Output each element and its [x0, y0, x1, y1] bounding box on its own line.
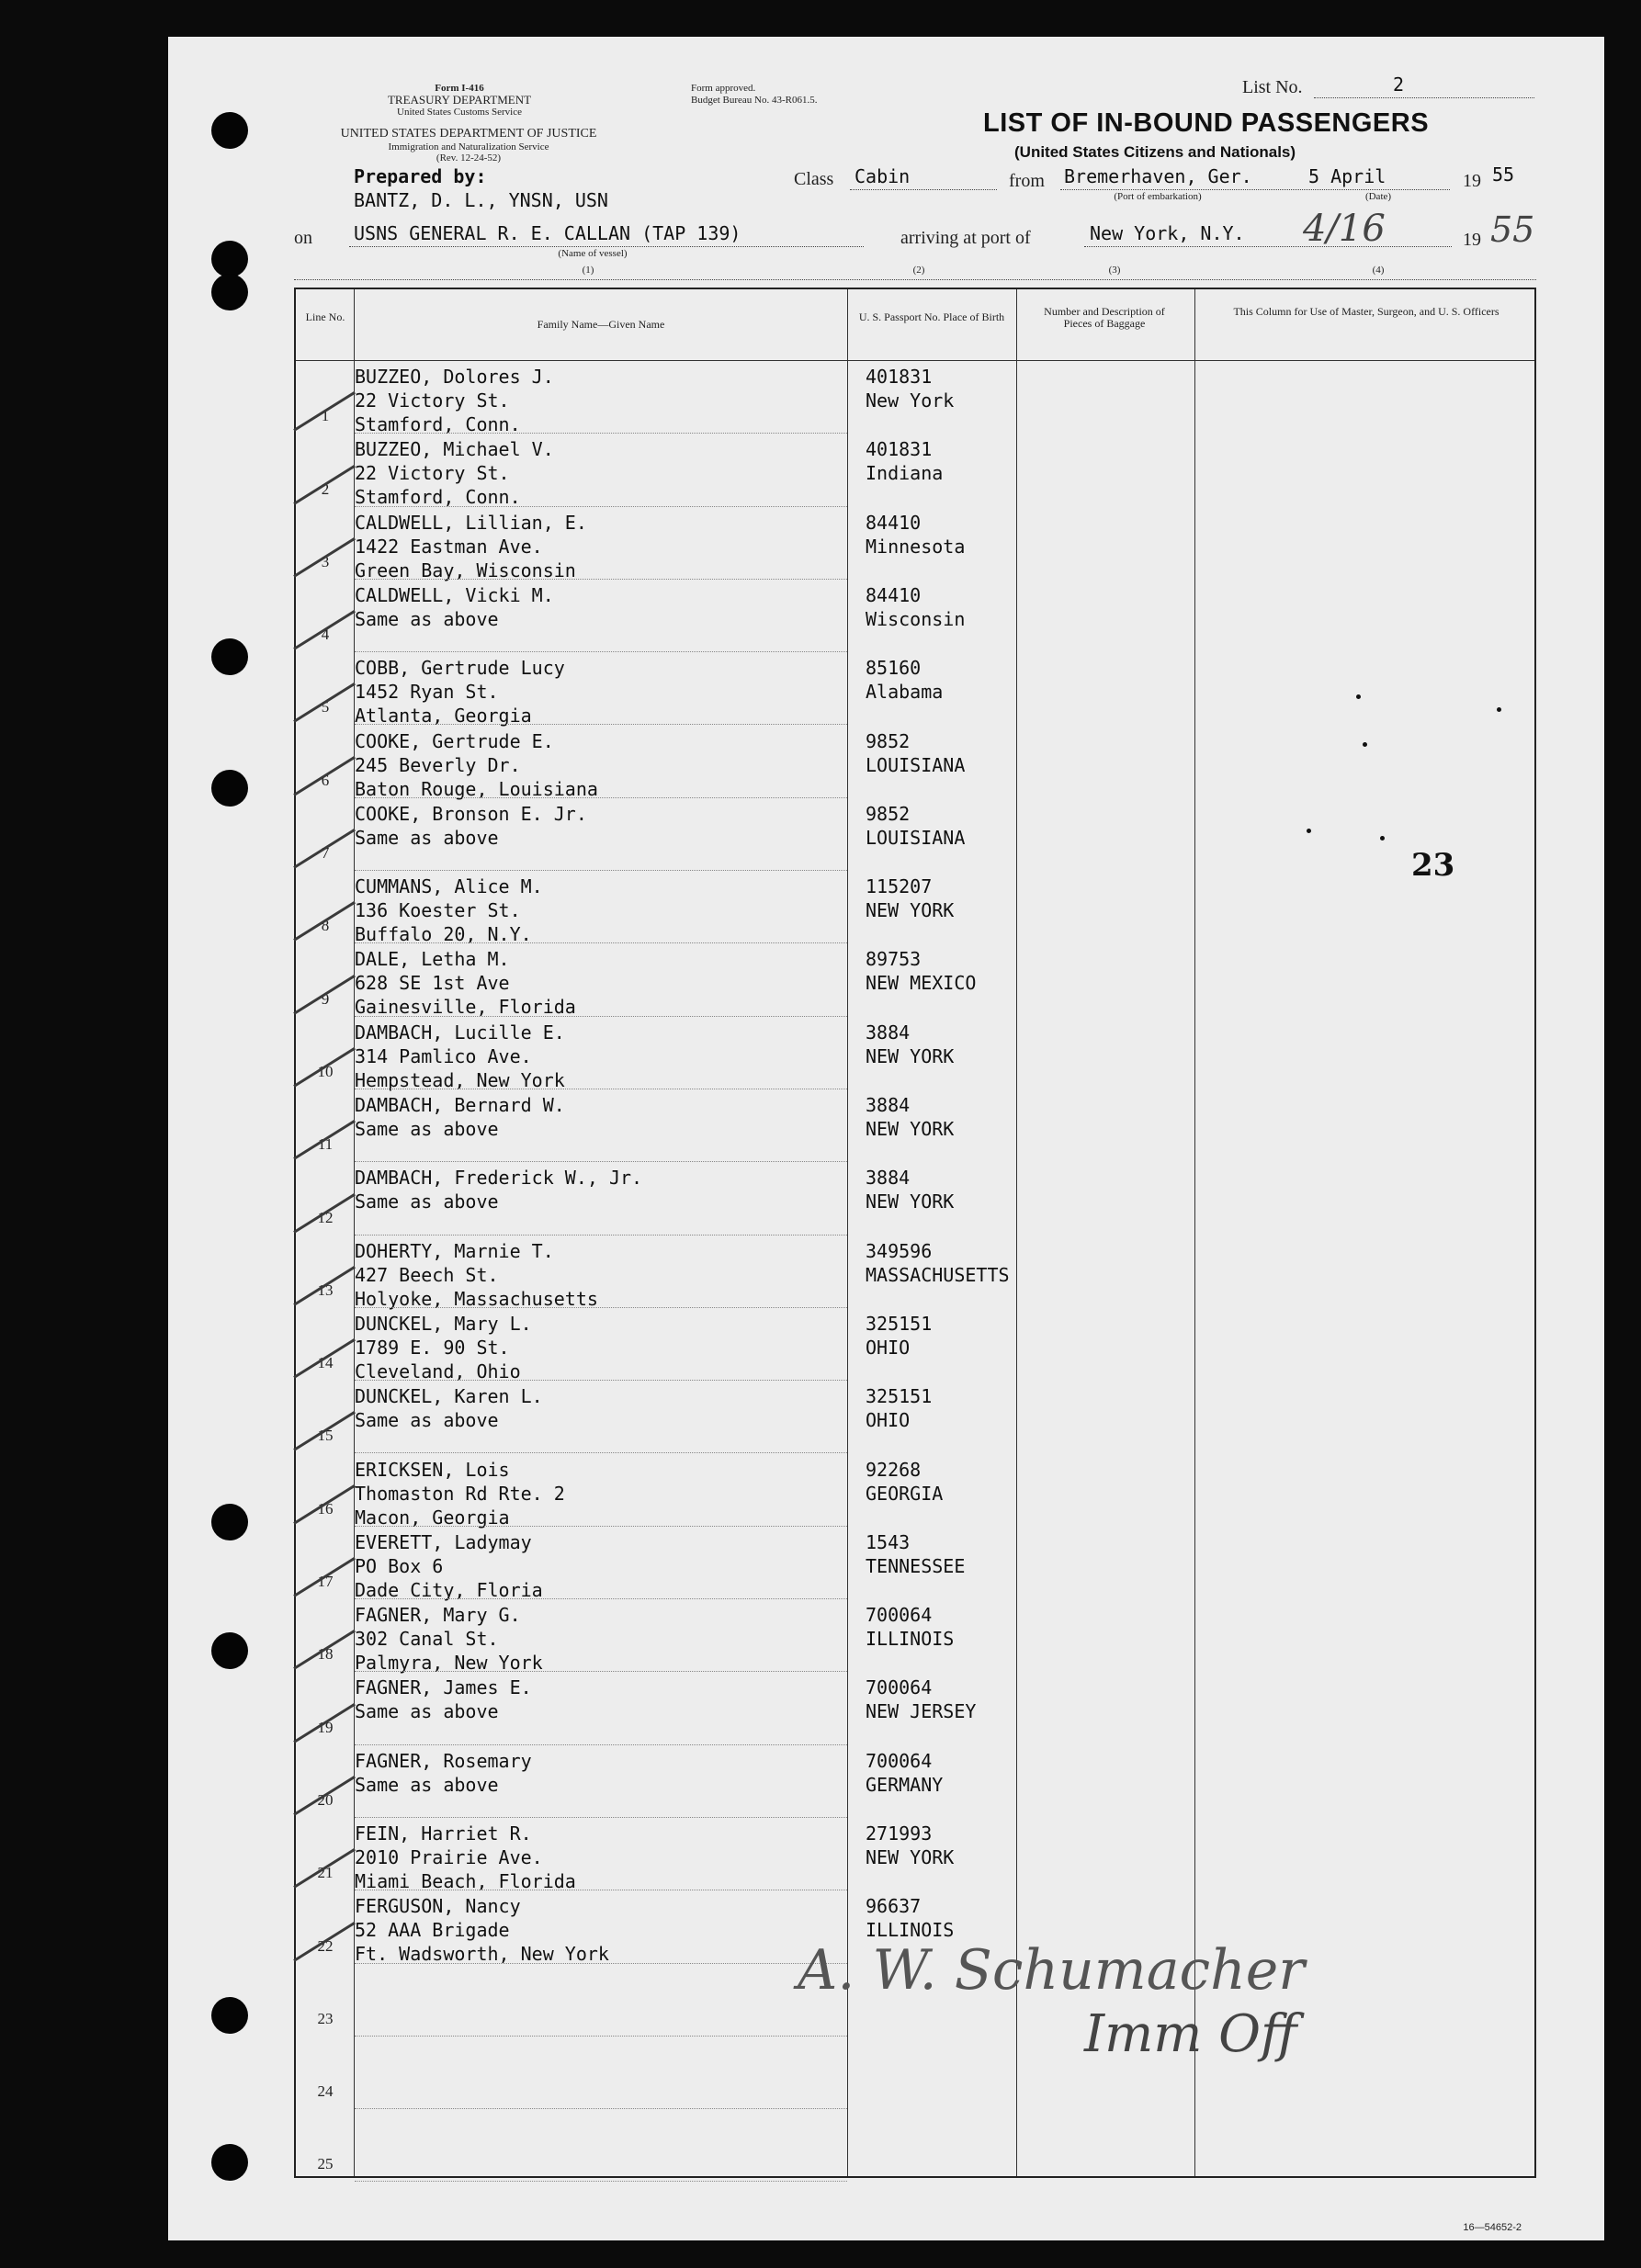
caption-port: (Port of embarkation): [1114, 191, 1202, 202]
line-number: 5: [321, 698, 330, 717]
passenger-address: PO Box 6: [355, 1554, 444, 1577]
line-number: 15: [317, 1427, 334, 1445]
line-number: 23: [317, 2009, 334, 2027]
passport-number: 325151: [866, 1312, 933, 1335]
passport-number: 9852: [866, 802, 911, 825]
place-of-birth: New York: [866, 389, 955, 412]
binder-hole: [211, 770, 248, 807]
line-number: 10: [317, 1062, 334, 1080]
passport-number: 96637: [866, 1895, 922, 1918]
customs-service: United States Customs Service: [397, 107, 522, 118]
table-row: [296, 799, 1534, 872]
line-number: 9: [321, 989, 330, 1008]
place-of-birth: ILLINOIS: [866, 1628, 955, 1651]
embarkation-line: [1060, 189, 1450, 190]
arrival-year-handwritten: 55: [1490, 209, 1535, 250]
row-divider: [355, 1235, 847, 1236]
place-of-birth: NEW YORK: [866, 899, 955, 922]
year-prefix: 19: [1463, 171, 1481, 191]
line-number: 24: [317, 2082, 334, 2101]
passenger-address: Stamford, Conn.: [355, 486, 521, 509]
passenger-name: DAMBACH, Bernard W.: [355, 1094, 565, 1116]
place-of-birth: OHIO: [866, 1409, 911, 1432]
passenger-name: EVERETT, Ladymay: [355, 1530, 532, 1553]
line-number: 19: [317, 1718, 334, 1736]
line-number: 1: [321, 407, 330, 425]
passenger-address: Same as above: [355, 607, 499, 630]
passenger-address: Palmyra, New York: [355, 1652, 543, 1675]
place-of-birth: NEW YORK: [866, 1118, 955, 1140]
row-divider: [355, 1598, 847, 1599]
line-number: 20: [317, 1790, 334, 1809]
passenger-address: Green Bay, Wisconsin: [355, 559, 576, 581]
passport-number: 92268: [866, 1458, 922, 1481]
row-divider: [355, 1016, 847, 1017]
column-number-4: (4): [1372, 265, 1385, 276]
line-number: 25: [317, 2155, 334, 2173]
place-of-birth: NEW YORK: [866, 1044, 955, 1067]
table-row: [296, 1746, 1534, 1819]
passenger-name: FAGNER, James E.: [355, 1676, 532, 1699]
binder-hole: [211, 638, 248, 675]
document-subtitle: (United States Citizens and Nationals): [1014, 143, 1296, 161]
place-of-birth: GEORGIA: [866, 1482, 944, 1505]
row-divider: [355, 651, 847, 652]
table-row: [296, 2037, 1534, 2110]
passport-number: 85160: [866, 657, 922, 680]
place-of-birth: ILLINOIS: [866, 1919, 955, 1942]
row-divider: [355, 870, 847, 871]
passenger-name: FERGUSON, Nancy: [355, 1895, 521, 1918]
passport-number: 84410: [866, 511, 922, 534]
passenger-name: FAGNER, Mary G.: [355, 1604, 521, 1627]
row-divider: [355, 1963, 847, 1964]
passenger-address: 245 Beverly Dr.: [355, 753, 521, 776]
passenger-name: DUNCKEL, Karen L.: [355, 1385, 543, 1408]
row-divider: [355, 1307, 847, 1308]
passenger-name: CALDWELL, Lillian, E.: [355, 511, 587, 534]
passenger-address: Same as above: [355, 1700, 499, 1723]
place-of-birth: Minnesota: [866, 535, 966, 558]
binder-hole: [211, 241, 248, 277]
department-of-justice: UNITED STATES DEPARTMENT OF JUSTICE: [340, 127, 597, 141]
line-number: 7: [321, 844, 330, 863]
table-row: [296, 872, 1534, 944]
place-of-birth: LOUISIANA: [866, 753, 966, 776]
column-number-1: (1): [582, 265, 594, 276]
place-of-birth: Wisconsin: [866, 607, 966, 630]
passport-number: 89753: [866, 948, 922, 971]
header-line-no: Line No.: [305, 310, 345, 323]
passenger-address: 136 Koester St.: [355, 899, 521, 922]
passport-number: 84410: [866, 583, 922, 606]
table-row: [296, 1018, 1534, 1090]
line-number: 17: [317, 1573, 334, 1591]
passenger-name: COBB, Gertrude Lucy: [355, 657, 565, 680]
table-row: [296, 434, 1534, 507]
footer-code: 16—54652-2: [1463, 2222, 1522, 2233]
place-of-birth: MASSACHUSETTS: [866, 1263, 1010, 1286]
passenger-address: 1422 Eastman Ave.: [355, 535, 543, 558]
arrival-year-prefix: 19: [1463, 230, 1481, 250]
document-title: LIST OF IN-BOUND PASSENGERS: [983, 108, 1430, 138]
passenger-name: CUMMANS, Alice M.: [355, 875, 543, 898]
form-approved: Form approved.: [691, 83, 756, 94]
line-number: 2: [321, 480, 330, 498]
place-of-birth: Alabama: [866, 681, 944, 704]
passenger-address: 427 Beech St.: [355, 1263, 499, 1286]
place-of-birth: NEW YORK: [866, 1846, 955, 1868]
place-of-birth: GERMANY: [866, 1773, 944, 1796]
vessel-name: USNS GENERAL R. E. CALLAN (TAP 139): [354, 222, 741, 244]
table-row: [296, 2110, 1534, 2183]
arrival-port: New York, N.Y.: [1090, 222, 1245, 244]
list-number-line: [1314, 97, 1534, 98]
port-of-embarkation: Bremerhaven, Ger.: [1064, 165, 1252, 187]
revision-date: (Rev. 12-24-52): [436, 152, 502, 164]
passenger-name: ERICKSEN, Lois: [355, 1458, 510, 1481]
passenger-name: CALDWELL, Vicki M.: [355, 583, 554, 606]
on-label: on: [294, 228, 312, 248]
list-number-label: List No.: [1242, 77, 1303, 97]
passenger-name: COOKE, Bronson E. Jr.: [355, 802, 587, 825]
embarkation-date: 5 April: [1308, 165, 1386, 187]
row-divider: [355, 1380, 847, 1381]
column-number-3: (3): [1108, 265, 1121, 276]
passenger-name: FAGNER, Rosemary: [355, 1749, 532, 1772]
table-row: [296, 727, 1534, 799]
line-number: 8: [321, 917, 330, 935]
table-row: [296, 944, 1534, 1017]
budget-bureau: Budget Bureau No. 43-R061.5.: [691, 95, 818, 106]
binder-hole: [211, 1632, 248, 1669]
passenger-address: 314 Pamlico Ave.: [355, 1044, 532, 1067]
passenger-address: Ft. Wadsworth, New York: [355, 1943, 609, 1966]
header-rule: [294, 279, 1536, 280]
passenger-name: DOHERTY, Marnie T.: [355, 1239, 554, 1262]
row-divider: [355, 579, 847, 580]
row-divider: [355, 2181, 847, 2182]
table-row: [296, 1600, 1534, 1673]
line-number: 3: [321, 552, 330, 570]
passenger-address: Thomaston Rd Rte. 2: [355, 1482, 565, 1505]
binder-hole: [211, 2144, 248, 2181]
passenger-address: Same as above: [355, 826, 499, 849]
caption-date: (Date): [1364, 191, 1392, 202]
passenger-address: 628 SE 1st Ave: [355, 972, 510, 995]
table-row: [296, 581, 1534, 653]
table-row: [296, 508, 1534, 581]
header-divider: [296, 360, 1534, 361]
binder-hole: [211, 1504, 248, 1540]
row-divider: [355, 506, 847, 507]
row-divider: [355, 942, 847, 943]
passenger-name: BUZZEO, Dolores J.: [355, 366, 554, 388]
arrival-date-handwritten: 4/16: [1303, 208, 1386, 250]
class-label: Class: [794, 169, 834, 189]
vessel-line: [349, 246, 864, 247]
place-of-birth: Indiana: [866, 462, 944, 485]
table-row: [296, 1673, 1534, 1745]
passenger-address: Hempstead, New York: [355, 1068, 565, 1091]
passenger-address: Same as above: [355, 1118, 499, 1140]
place-of-birth: NEW MEXICO: [866, 972, 977, 995]
passenger-address: Same as above: [355, 1190, 499, 1213]
line-number: 6: [321, 771, 330, 789]
passenger-address: Baton Rouge, Louisiana: [355, 777, 598, 800]
table-row: [296, 1382, 1534, 1454]
prepared-by: BANTZ, D. L., YNSN, USN: [354, 189, 608, 211]
place-of-birth: NEW JERSEY: [866, 1700, 977, 1723]
row-divider: [355, 1161, 847, 1162]
passport-number: 1543: [866, 1530, 911, 1553]
line-number: 13: [317, 1281, 334, 1299]
table-row: [296, 1236, 1534, 1309]
row-divider: [355, 797, 847, 798]
passenger-address: 1452 Ryan St.: [355, 681, 499, 704]
class-value: Cabin: [854, 165, 911, 187]
passenger-name: DAMBACH, Lucille E.: [355, 1021, 565, 1044]
passenger-address: 52 AAA Brigade: [355, 1919, 510, 1942]
passport-number: 700064: [866, 1604, 933, 1627]
binder-hole: [211, 1997, 248, 2034]
passenger-address: Holyoke, Massachusetts: [355, 1287, 598, 1310]
line-number: 18: [317, 1645, 334, 1664]
passport-number: 700064: [866, 1749, 933, 1772]
row-divider: [355, 2108, 847, 2109]
passenger-address: 22 Victory St.: [355, 389, 510, 412]
line-number: 16: [317, 1499, 334, 1518]
table-row: [296, 1090, 1534, 1163]
officer-title: Imm Off: [1084, 2004, 1297, 2064]
row-divider: [355, 724, 847, 725]
place-of-birth: LOUISIANA: [866, 826, 966, 849]
table-row: [296, 1455, 1534, 1528]
passenger-name: COOKE, Gertrude E.: [355, 729, 554, 752]
line-number: 4: [321, 626, 330, 644]
officer-signature: A. W. Schumacher: [798, 1938, 1305, 2003]
place-of-birth: NEW YORK: [866, 1190, 955, 1213]
passenger-address: Cleveland, Ohio: [355, 1360, 521, 1382]
passenger-address: 22 Victory St.: [355, 462, 510, 485]
passenger-name: DALE, Letha M.: [355, 948, 510, 971]
table-row: [296, 1163, 1534, 1236]
line-number: 12: [317, 1208, 334, 1226]
passenger-address: Buffalo 20, N.Y.: [355, 923, 532, 946]
passenger-name: BUZZEO, Michael V.: [355, 438, 554, 461]
list-number: 2: [1393, 73, 1405, 96]
header-officers: This Column for Use of Master, Surgeon, and U. S. Officers: [1233, 305, 1500, 318]
line-number: 14: [317, 1354, 334, 1372]
header-family-name: Family Name—Given Name: [537, 318, 665, 331]
passenger-name: DUNCKEL, Mary L.: [355, 1312, 532, 1335]
passport-number: 115207: [866, 875, 933, 898]
caption-vessel: (Name of vessel): [558, 248, 628, 259]
table-row: [296, 1309, 1534, 1382]
table-row: [296, 653, 1534, 726]
passport-number: 325151: [866, 1385, 933, 1408]
passenger-address: 302 Canal St.: [355, 1628, 499, 1651]
place-of-birth: TENNESSEE: [866, 1554, 966, 1577]
passenger-address: Dade City, Floria: [355, 1578, 543, 1601]
binder-hole: [211, 274, 248, 310]
line-number: 11: [317, 1135, 334, 1154]
passenger-table: [294, 288, 1536, 2178]
arriving-label: arriving at port of: [900, 228, 1031, 248]
passenger-name: DAMBACH, Frederick W., Jr.: [355, 1167, 643, 1190]
passport-number: 271993: [866, 1822, 933, 1845]
passenger-name: FEIN, Harriet R.: [355, 1822, 532, 1845]
column-number-2: (2): [912, 265, 925, 276]
arrival-line: [1084, 246, 1452, 247]
table-row: [296, 1528, 1534, 1600]
passenger-address: Same as above: [355, 1409, 499, 1432]
passenger-address: Gainesville, Florida: [355, 996, 576, 1019]
year-suffix: 55: [1492, 164, 1515, 186]
row-divider: [355, 1452, 847, 1453]
from-label: from: [1009, 171, 1045, 191]
passenger-address: 2010 Prairie Ave.: [355, 1846, 543, 1868]
header-baggage: Number and Description of Pieces of Baggage: [1044, 305, 1165, 330]
passenger-address: Stamford, Conn.: [355, 413, 521, 435]
passenger-address: Macon, Georgia: [355, 1506, 510, 1529]
ins-label: Immigration and Naturalization Service: [388, 141, 549, 152]
table-row: [296, 1819, 1534, 1891]
passenger-address: 1789 E. 90 St.: [355, 1336, 510, 1359]
passport-number: 401831: [866, 438, 933, 461]
form-number: Form I-416: [435, 83, 484, 94]
prepared-by-label: Prepared by:: [354, 165, 487, 187]
binder-hole: [211, 112, 248, 149]
row-divider: [355, 433, 847, 434]
row-divider: [355, 1526, 847, 1527]
row-divider: [355, 1671, 847, 1672]
row-divider: [355, 1817, 847, 1818]
row-divider: [355, 2036, 847, 2037]
table-row: [296, 362, 1534, 434]
class-line: [850, 189, 997, 190]
passport-number: 9852: [866, 729, 911, 752]
treasury-department: TREASURY DEPARTMENT: [387, 93, 532, 107]
passenger-address: Miami Beach, Florida: [355, 1870, 576, 1892]
row-divider: [355, 1744, 847, 1745]
passport-number: 401831: [866, 366, 933, 388]
passport-number: 700064: [866, 1676, 933, 1699]
passport-number: 349596: [866, 1239, 933, 1262]
line-number: 22: [317, 1936, 334, 1955]
line-number: 21: [317, 1864, 334, 1882]
passenger-address: Same as above: [355, 1773, 499, 1796]
margin-note: 23: [1411, 847, 1455, 884]
header-passport: U. S. Passport No. Place of Birth: [858, 310, 1005, 323]
passenger-address: Atlanta, Georgia: [355, 705, 532, 728]
passport-number: 3884: [866, 1167, 911, 1190]
passport-number: 3884: [866, 1021, 911, 1044]
place-of-birth: OHIO: [866, 1336, 911, 1359]
passport-number: 3884: [866, 1094, 911, 1116]
